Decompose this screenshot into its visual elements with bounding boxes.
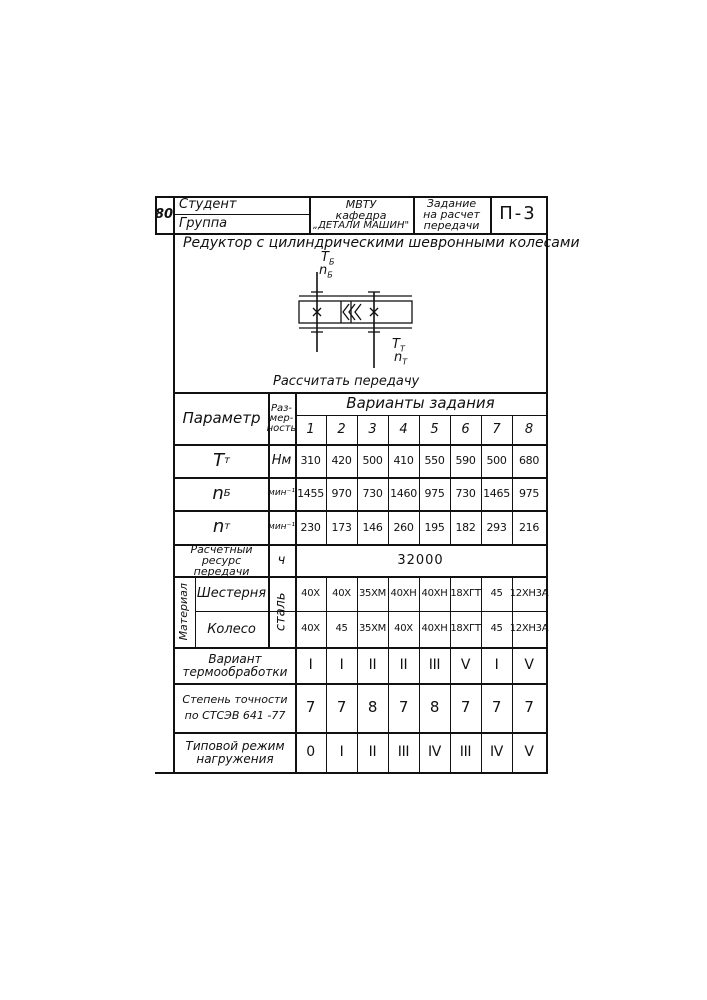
- variant-number: 3: [368, 422, 377, 438]
- frame-right: [546, 196, 548, 774]
- variant-number: 7: [492, 422, 501, 438]
- load-mode-value: II: [368, 744, 377, 761]
- task-line-1: Задание: [426, 197, 477, 210]
- accuracy-value: 7: [305, 698, 316, 717]
- input-speed-value: 975: [518, 487, 540, 501]
- accuracy-value: 7: [524, 698, 534, 717]
- input-speed-value: 730: [455, 487, 476, 501]
- row-label-output-torque: [175, 445, 268, 477]
- frame-bottom: [155, 772, 546, 774]
- institution-block: [309, 196, 413, 233]
- calculate-label: Рассчитать передачу: [273, 374, 420, 389]
- output-torque-value: 500: [486, 454, 507, 468]
- task-line-2: на расчет: [423, 208, 480, 221]
- unit-header: [268, 394, 295, 444]
- tt-row-symbol: T: [213, 449, 225, 471]
- accuracy-line-2: по СТСЭВ 641 -77: [184, 709, 286, 722]
- output-torque-value: 420: [331, 454, 352, 468]
- load-mode-value: IV: [489, 744, 504, 761]
- output-speed-value: 216: [518, 520, 540, 534]
- task-block: [413, 196, 490, 233]
- group-label: Группа: [179, 216, 228, 232]
- output-speed-value: 260: [393, 520, 414, 534]
- material-unit-cell: [268, 576, 295, 647]
- heat-treatment-value: III: [428, 657, 441, 674]
- nb-subscript: Б: [327, 270, 333, 280]
- gear-material-value: 35ХМ: [358, 587, 386, 599]
- institution-line-2: кафедра: [335, 208, 387, 222]
- row-label-resource: [175, 545, 268, 576]
- gear-material-value: 18ХГТ: [450, 587, 481, 599]
- assignment-sheet: [154, 196, 580, 772]
- output-speed-value: 146: [362, 520, 383, 534]
- nb-row-symbol: n: [212, 482, 224, 504]
- nt-symbol: n: [394, 350, 403, 365]
- task-code: П-3: [499, 203, 537, 225]
- output-speed-value: 173: [331, 520, 352, 534]
- unit-header-2: мер-: [269, 413, 294, 424]
- heat-treatment-value: V: [460, 657, 471, 674]
- material-group-label: Материал: [177, 582, 191, 641]
- variant-number: 2: [337, 422, 346, 438]
- wheel-material-value: 35ХМ: [358, 623, 386, 635]
- material-group-label-cell: [173, 576, 195, 647]
- row-label-output-speed: [175, 511, 268, 544]
- input-speed-value: 1460: [390, 487, 417, 501]
- nt-subscript: Т: [402, 357, 408, 367]
- heat-treatment-value: I: [494, 657, 499, 674]
- output-torque-value: 410: [393, 454, 414, 468]
- accuracy-value: 8: [429, 698, 440, 717]
- load-mode-value: III: [459, 744, 472, 761]
- load-mode-value: V: [524, 744, 534, 761]
- accuracy-value: 7: [460, 698, 471, 717]
- output-torque-value: 310: [300, 454, 321, 468]
- output-torque-value: 550: [424, 454, 445, 468]
- accuracy-line-1: Степень точности: [182, 692, 288, 706]
- heat-treatment-value: V: [524, 657, 534, 674]
- load-mode-value: 0: [306, 744, 315, 761]
- input-speed-value: 975: [424, 487, 445, 501]
- nt-row-symbol: n: [212, 516, 225, 538]
- param-header: Параметр: [182, 409, 261, 428]
- gear-material-value: 40ХН: [390, 587, 417, 599]
- gear-material-value: 45: [490, 587, 503, 599]
- task-line-3: передачи: [423, 219, 480, 232]
- input-speed-value: 970: [331, 487, 352, 501]
- gear-material-value: 40Х: [301, 587, 320, 599]
- output-speed-label: [394, 350, 407, 367]
- unit-header-3: ность: [266, 423, 297, 434]
- institution-line-1: МВТУ: [345, 197, 377, 211]
- unit-output-torque: Нм: [271, 453, 292, 469]
- accuracy-value: 8: [367, 698, 378, 717]
- heat-line-2: термообработки: [182, 664, 288, 679]
- heat-treatment-value: II: [399, 657, 408, 674]
- variant-number: 1: [306, 422, 315, 438]
- variant-number: 6: [461, 422, 470, 438]
- unit-output-speed: мин⁻¹: [268, 521, 295, 532]
- wheel-material-value: 45: [490, 623, 503, 635]
- accuracy-value: 7: [336, 698, 347, 717]
- wheel-material-value: 45: [335, 623, 348, 635]
- output-speed-value: 230: [300, 520, 321, 534]
- resource-line-1: Расчетный: [190, 543, 253, 556]
- resource-value: 32000: [397, 552, 444, 568]
- load-mode-value: III: [397, 744, 410, 761]
- gear-label: Шестерня: [196, 586, 267, 602]
- accuracy-value: 7: [491, 698, 502, 717]
- heat-treatment-value: II: [368, 657, 377, 674]
- variant-number: 5: [430, 422, 439, 438]
- tt-subscript: Т: [399, 344, 405, 354]
- row-label-heat: [175, 648, 295, 683]
- wheel-material-value: 18ХГТ: [450, 623, 481, 635]
- wheel-material-value: 12ХН3А: [509, 623, 549, 635]
- heat-line-1: Вариант: [208, 651, 262, 666]
- unit-resource: ч: [277, 552, 286, 568]
- nb-row-sub: Б: [223, 487, 231, 499]
- student-label: Студент: [179, 197, 237, 213]
- gear-material-value: 40Х: [332, 587, 351, 599]
- row-label-input-speed: [175, 478, 268, 510]
- tb-subscript: Б: [328, 257, 335, 267]
- unit-input-speed: мин⁻¹: [268, 488, 295, 499]
- page-number: 80: [154, 207, 174, 223]
- unit-header-1: Раз-: [270, 403, 293, 414]
- load-mode-value: IV: [427, 744, 442, 761]
- nb-symbol: n: [319, 263, 328, 278]
- input-speed-label: [319, 263, 333, 280]
- output-torque-value: 590: [455, 454, 476, 468]
- output-torque-value: 500: [362, 454, 383, 468]
- wheel-material-value: 40Х: [394, 623, 413, 635]
- row-label-load: [175, 733, 295, 772]
- row-label-accuracy: [175, 684, 295, 732]
- tt-symbol: T: [392, 337, 400, 352]
- input-speed-value: 1465: [483, 487, 510, 501]
- wheel-material-value: 40Х: [301, 623, 320, 635]
- load-line-2: нагружения: [196, 751, 274, 766]
- wheel-material-value: 40ХН: [421, 623, 448, 635]
- load-line-1: Типовой режим: [185, 738, 285, 753]
- output-speed-value: 195: [424, 520, 445, 534]
- variant-number: 8: [524, 422, 534, 438]
- gear-material-value: 12ХН3А: [509, 587, 549, 599]
- page-title: Редуктор с цилиндрическими шевронными колесами: [183, 235, 580, 251]
- tb-symbol: T: [321, 250, 329, 265]
- heat-treatment-value: I: [308, 657, 313, 674]
- input-speed-value: 730: [362, 487, 383, 501]
- material-unit: сталь: [273, 592, 289, 631]
- nt-row-sub: т: [224, 521, 231, 533]
- gear-material-value: 40ХН: [421, 587, 448, 599]
- tt-row-sub: т: [224, 454, 230, 466]
- input-speed-value: 1455: [297, 487, 324, 501]
- resource-line-2: ресурс передачи: [193, 554, 250, 578]
- wheel-label: Колесо: [207, 621, 256, 637]
- variants-header: Варианты задания: [346, 394, 495, 413]
- accuracy-value: 7: [398, 698, 409, 717]
- output-speed-value: 293: [486, 520, 507, 534]
- institution-line-3: „ДЕТАЛИ МАШИН": [312, 219, 410, 231]
- heat-treatment-value: I: [339, 657, 344, 674]
- output-speed-value: 182: [455, 520, 476, 534]
- variant-number: 4: [399, 422, 408, 438]
- load-mode-value: I: [339, 744, 344, 761]
- output-torque-value: 680: [518, 454, 540, 468]
